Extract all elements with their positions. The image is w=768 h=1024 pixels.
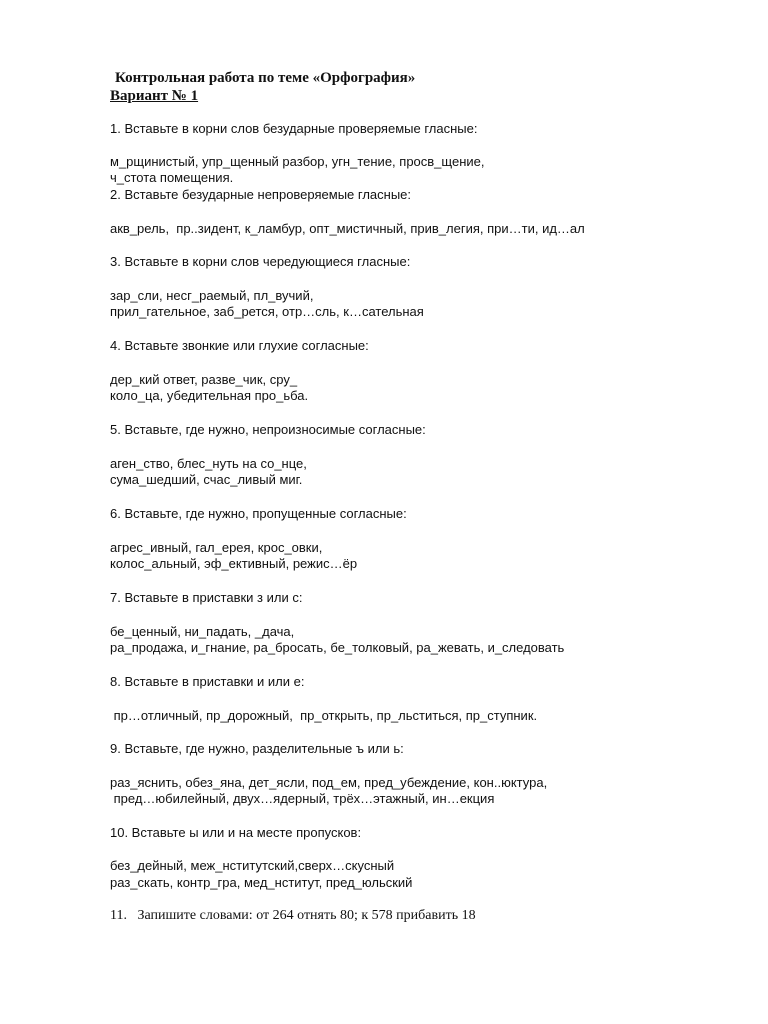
- page-title: Контрольная работа по теме «Орфография»: [115, 70, 416, 86]
- task-prompt: 10. Вставьте ы или и на месте пропусков:: [110, 825, 362, 840]
- task-line: пред…юбилейный, двух…ядерный, трёх…этажный, ин…екция: [110, 791, 495, 806]
- task-line: ра_продажа, и_гнание, ра_бросать, бе_толковый, ра_жевать, и_следовать: [110, 640, 565, 655]
- task-line: коло_ца, убедительная про_ьба.: [110, 388, 309, 403]
- task-prompt: 1. Вставьте в корни слов безударные проверяемые гласные:: [110, 121, 478, 136]
- task-prompt: 6. Вставьте, где нужно, пропущенные согласные:: [110, 506, 407, 521]
- task-prompt: 4. Вставьте звонкие или глухие согласные:: [110, 338, 369, 353]
- variant-heading: Вариант № 1: [110, 88, 199, 104]
- task-prompt: 3. Вставьте в корни слов чередующиеся гласные:: [110, 254, 411, 269]
- task-line: ч_стота помещения.: [110, 170, 234, 185]
- task-line: сума_шедший, счас_ливый миг.: [110, 472, 303, 487]
- task-prompt: 5. Вставьте, где нужно, непроизносимые согласные:: [110, 422, 426, 437]
- task-line: раз_скать, контр_гра, мед_нститут, пред_юльский: [110, 875, 413, 890]
- task-line: без_дейный, меж_нститутский,сверх…скусный: [110, 858, 395, 873]
- task-line: прил_гательное, заб_рется, отр…сль, к…сательная: [110, 304, 424, 319]
- task-line: бе_ценный, ни_падать, _дача,: [110, 624, 295, 639]
- task-line: зар_сли, несг_раемый, пл_вучий,: [110, 288, 314, 303]
- task-line: пр…отличный, пр_дорожный, пр_открыть, пр_льститься, пр_ступник.: [110, 708, 538, 723]
- task-prompt: 7. Вставьте в приставки з или с:: [110, 590, 303, 605]
- task-prompt: 9. Вставьте, где нужно, разделительные ъ или ь:: [110, 741, 404, 756]
- task-line: раз_яснить, обез_яна, дет_ясли, под_ем, пред_убеждение, кон..юктура,: [110, 775, 548, 790]
- task-line: м_рщинистый, упр_щенный разбор, угн_тение, просв_щение,: [110, 154, 485, 169]
- task-11: 11. Запишите словами: от 264 отнять 80; к 578 прибавить 18: [110, 908, 476, 923]
- task-line: колос_альный, эф_ективный, режис…ёр: [110, 556, 358, 571]
- task-line: дер_кий ответ, разве_чик, сру_: [110, 372, 298, 387]
- task-line: аген_ство, блес_нуть на со_нце,: [110, 456, 307, 471]
- task-line: акв_рель, пр..зидент, к_ламбур, опт_мистичный, прив_легия, при…ти, ид…ал: [110, 221, 585, 236]
- task-line: агрес_ивный, гал_ерея, крос_овки,: [110, 540, 323, 555]
- task-prompt: 2. Вставьте безударные непроверяемые гласные:: [110, 187, 412, 202]
- task-prompt: 8. Вставьте в приставки и или е:: [110, 674, 305, 689]
